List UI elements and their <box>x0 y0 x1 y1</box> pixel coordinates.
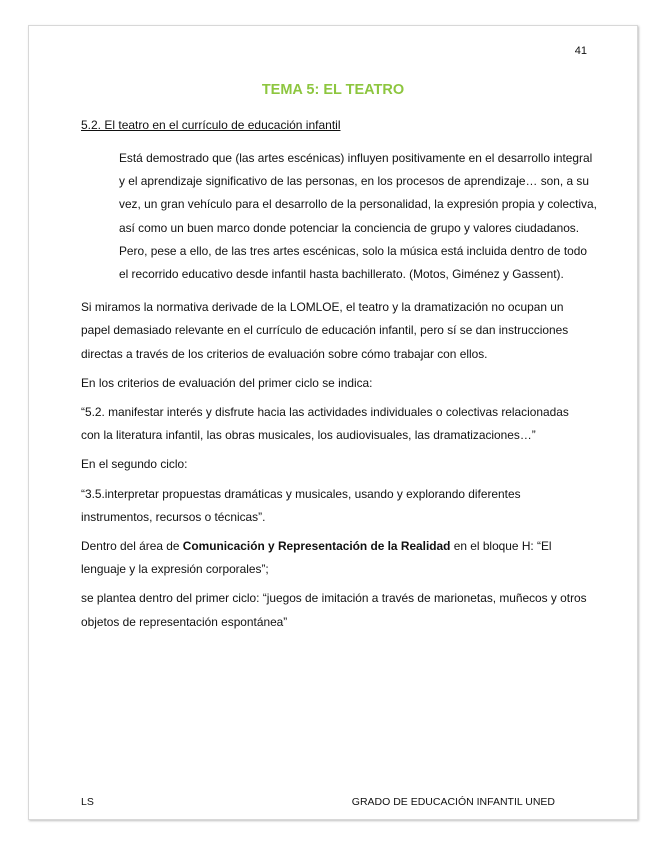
footer-course-name: GRADO DE EDUCACIÓN INFANTIL UNED <box>351 796 555 808</box>
area-name-bold: Comunicación y Representación de la Realidad <box>182 539 451 554</box>
page-number: 41 <box>574 45 587 57</box>
paragraph-first-cycle-intro: En los criterios de evaluación del primer ciclo se indica: <box>81 375 373 390</box>
document-body <box>81 147 597 640</box>
area-text-after: en el bloque H: “El lenguaje y la expresión corporales”; <box>81 539 552 577</box>
block-quote: Está demostrado que (las artes escénicas) influyen positivamente en el desarrollo integral y el aprendizaje significativo de las personas, en los procesos de aprendizaje… son, a su vez, un gran vehículo para el desarrollo de la personalidad, la expresión propia y colectiva, así como un buen marco donde potenciar la conciencia de grupo y valores ciudadanos. Pero, pese a ello, de las tres artes escénicas, solo la música está incluida dentro de todo el recorrido educativo desde infantil hasta bachillerato. (Motos, Giménez y Gassent). <box>119 151 597 282</box>
page-title: TEMA 5: EL TEATRO <box>261 82 405 98</box>
paragraph-second-cycle-intro: En el segundo ciclo: <box>81 457 188 472</box>
paragraph-first-cycle-games: se plantea dentro del primer ciclo: “juegos de imitación a través de marionetas, muñecos y otros objetos de representación espontánea” <box>81 591 587 629</box>
document-page <box>28 25 638 820</box>
paragraph-criterion-5-2: “5.2. manifestar interés y disfrute hacia las actividades individuales o colectivas relacionadas con la literatura infantil, las obras musicales, los audiovisuales, las dramatizaciones…” <box>81 405 569 443</box>
section-heading: 5.2. El teatro en el currículo de educación infantil <box>81 118 341 132</box>
footer-initials: LS <box>81 796 94 808</box>
paragraph-criterion-3-5: “3.5.interpretar propuestas dramáticas y musicales, usando y explorando diferentes instrumentos, recursos o técnicas”. <box>81 486 521 524</box>
paragraph-area-communication <box>81 535 589 581</box>
paragraph-lomloe: Si miramos la normativa derivade de la LOMLOE, el teatro y la dramatización no ocupan un papel demasiado relevante en el currículo de educación infantil, pero sí se dan instrucciones directas a través de los criterios de evaluación sobre cómo trabajar con ellos. <box>81 300 569 361</box>
area-text-before: Dentro del área de <box>81 539 183 554</box>
